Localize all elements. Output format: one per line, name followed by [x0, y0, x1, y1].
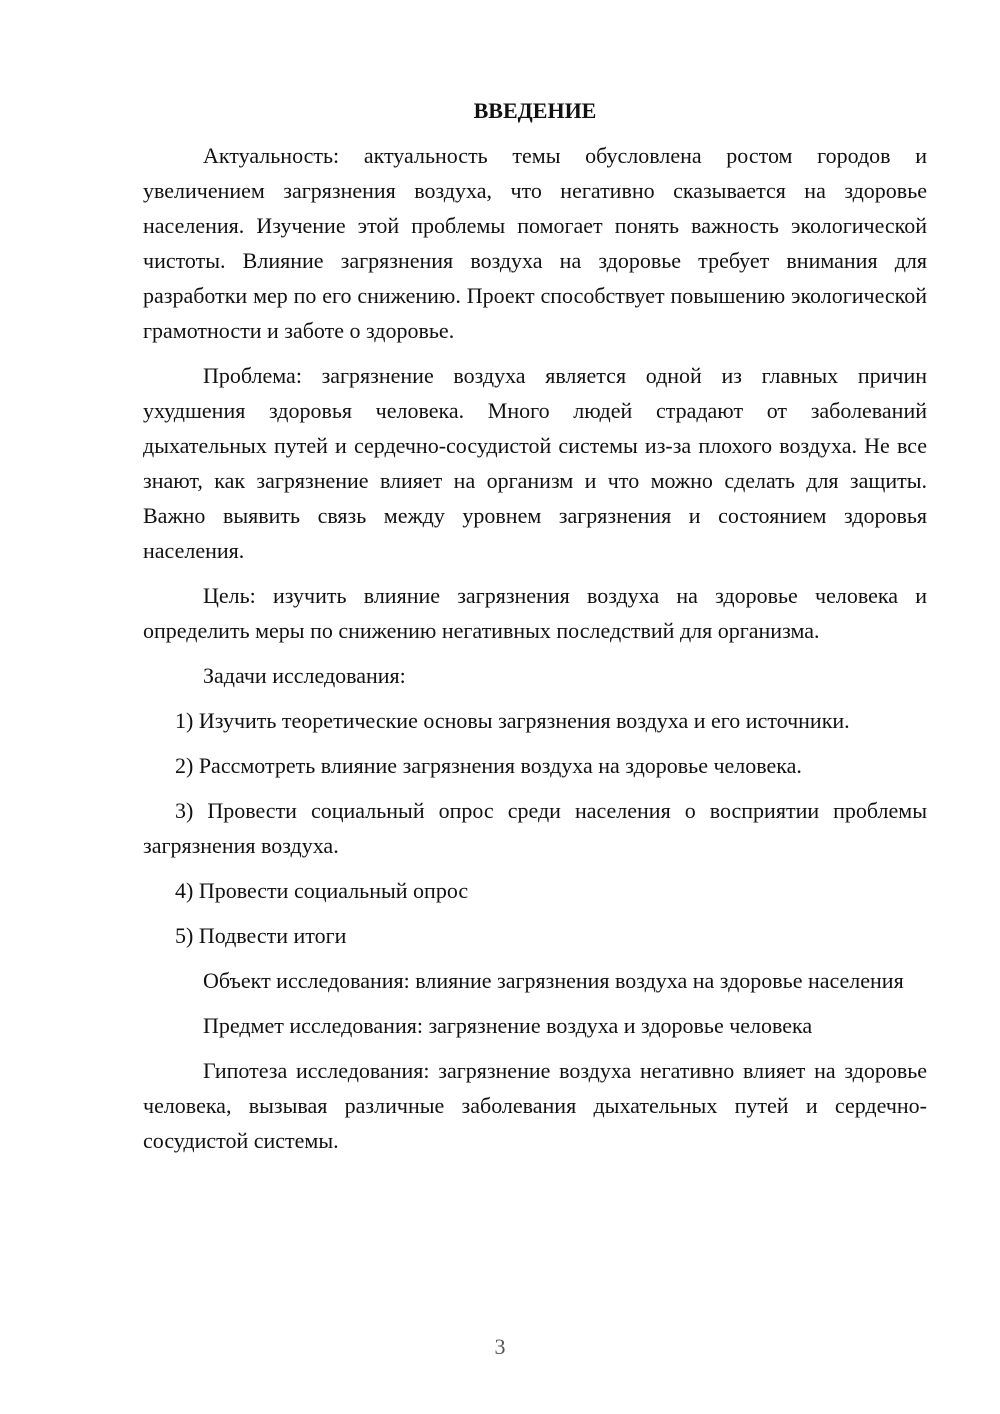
paragraph-subject: Предмет исследования: загрязнение воздуха и здоровье человека [203, 1013, 813, 1038]
paragraph-goal: Цель: изучить влияние загрязнения воздуха на здоровье человека и определить меры по снижению негативных последствий для организма. [143, 583, 927, 643]
list-item: 4) Провести социальный опрос [175, 878, 469, 903]
page-number: 3 [494, 1334, 506, 1359]
list-item: 3) Провести социальный опрос среди населения о восприятии проблемы загрязнения воздуха. [143, 798, 927, 858]
paragraph-tasks-title: Задачи исследования: [203, 663, 406, 688]
paragraph-hypothesis: Гипотеза исследования: загрязнение воздуха негативно влияет на здоровье человека, вызывая различные заболевания дыхательных путей и сердечно-сосудистой системы. [143, 1058, 927, 1153]
paragraph-problem: Проблема: загрязнение воздуха является одной из главных причин ухудшения здоровья человека. Много людей страдают от заболеваний дыхательных путей и сердечно-сосудистой системы из-за плохого воздуха. Не все знают, как загрязнение влияет на организм и что можно сделать для защиты. Важно выявить связь между уровнем загрязнения и состоянием здоровья населения. [143, 363, 927, 563]
paragraph-relevance: Актуальность: актуальность темы обусловлена ростом городов и увеличением загрязнения воздуха, что негативно сказывается на здоровье населения. Изучение этой проблемы помогает понять важность экологической чистоты. Влияние загрязнения воздуха на здоровье требует внимания для разработки мер по его снижению. Проект способствует повышению экологической грамотности и заботе о здоровье. [143, 143, 927, 343]
list-item: 1) Изучить теоретические основы загрязнения воздуха и его источники. [175, 708, 850, 733]
list-item: 2) Рассмотреть влияние загрязнения воздуха на здоровье человека. [175, 753, 802, 778]
list-item: 5) Подвести итоги [175, 923, 347, 948]
page-content [143, 96, 927, 1168]
tasks-list [143, 703, 927, 953]
section-heading: ВВЕДЕНИЕ [473, 98, 597, 123]
paragraph-object: Объект исследования: влияние загрязнения воздуха на здоровье населения [203, 968, 904, 993]
